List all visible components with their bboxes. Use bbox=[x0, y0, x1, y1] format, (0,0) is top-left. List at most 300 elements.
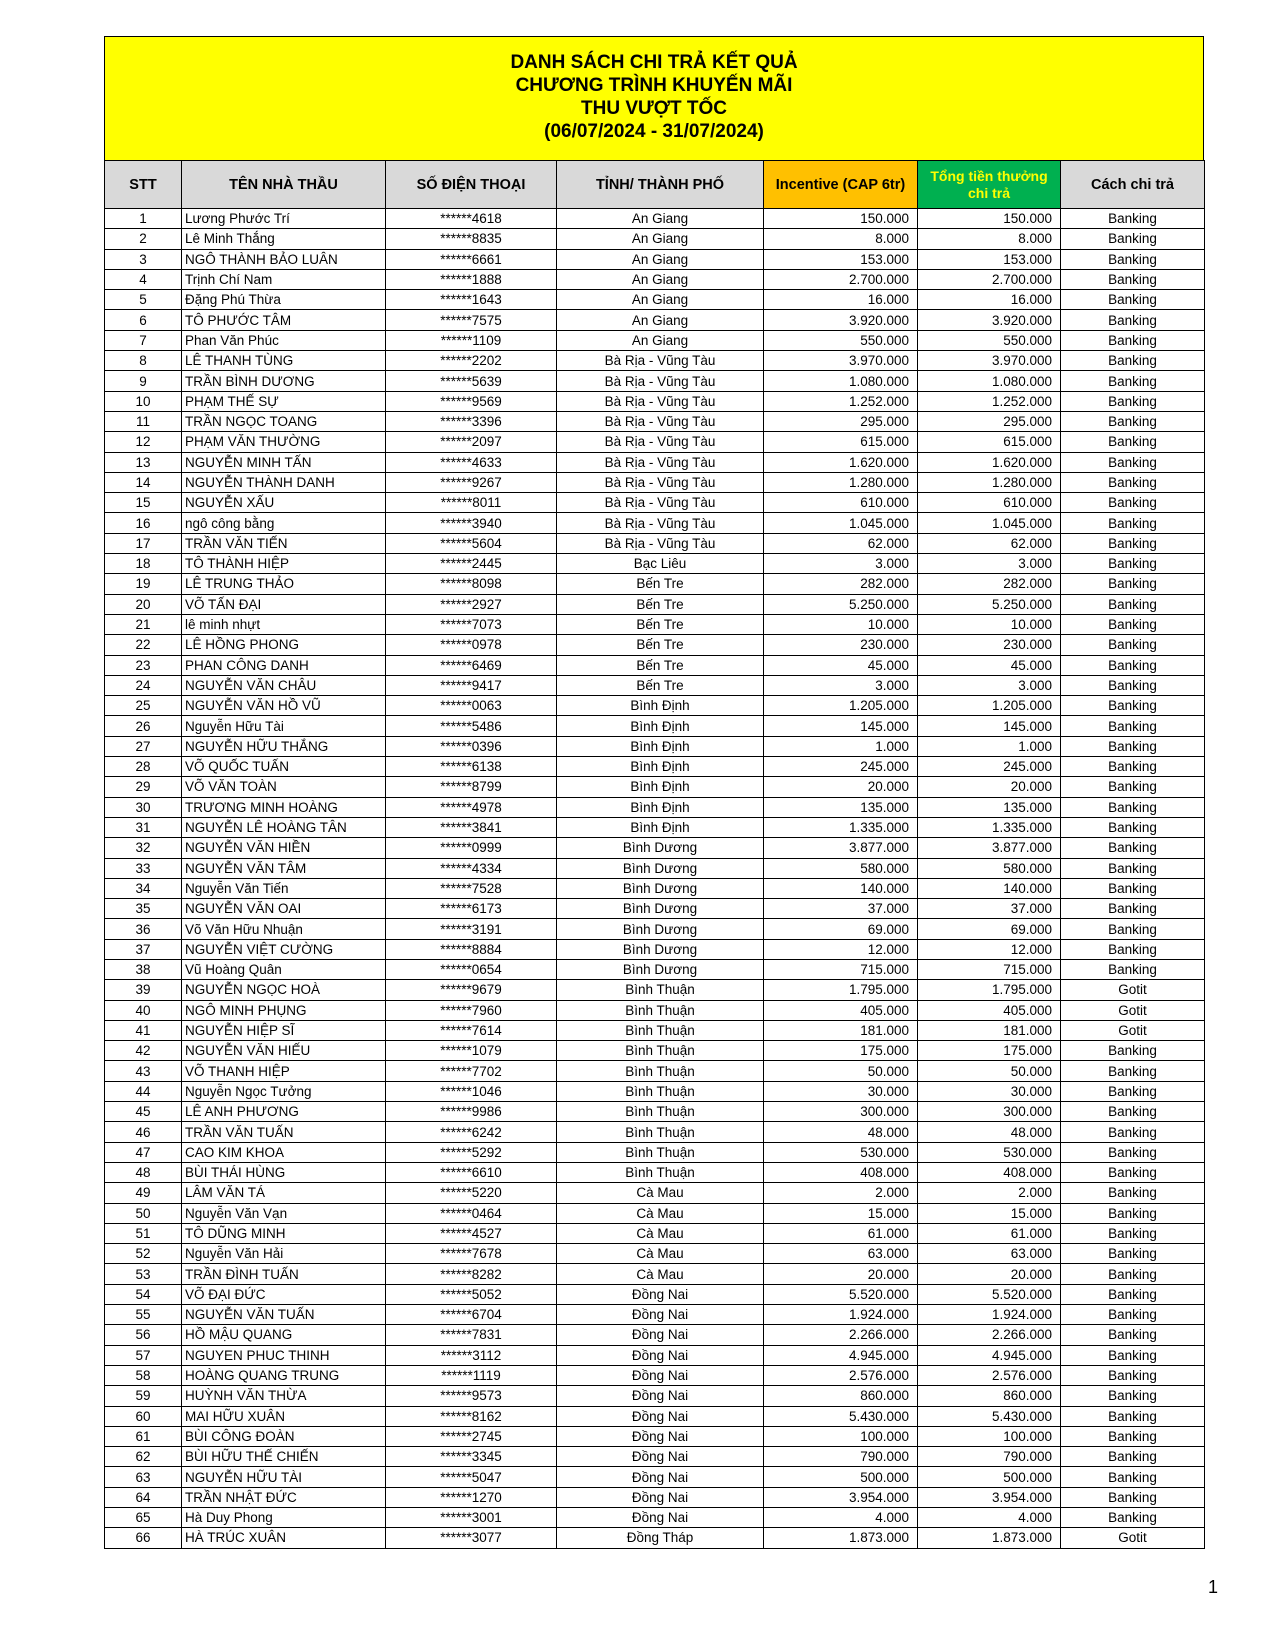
cell-total-reward: 16.000 bbox=[918, 290, 1061, 310]
cell-stt: 36 bbox=[105, 919, 182, 939]
cell-province: Bình Định bbox=[557, 736, 764, 756]
cell-contractor-name: HUỲNH VĂN THỪA bbox=[182, 1386, 386, 1406]
cell-contractor-name: NGUYEN PHUC THINH bbox=[182, 1345, 386, 1365]
cell-phone: ******0464 bbox=[386, 1203, 557, 1223]
title-line-2: CHƯƠNG TRÌNH KHUYẾN MÃI bbox=[515, 75, 793, 96]
cell-province: Bình Thuận bbox=[557, 1102, 764, 1122]
cell-payment-method: Banking bbox=[1061, 716, 1205, 736]
cell-contractor-name: BÙI CÔNG ĐOÀN bbox=[182, 1426, 386, 1446]
cell-contractor-name: Nguyễn Ngọc Tưởng bbox=[182, 1081, 386, 1101]
cell-total-reward: 3.000 bbox=[918, 675, 1061, 695]
cell-payment-method: Banking bbox=[1061, 391, 1205, 411]
cell-incentive: 530.000 bbox=[764, 1142, 918, 1162]
cell-contractor-name: NGUYỄN XẤU bbox=[182, 493, 386, 513]
table-row bbox=[105, 310, 1205, 330]
cell-total-reward: 15.000 bbox=[918, 1203, 1061, 1223]
cell-contractor-name: NGÔ THÀNH BẢO LUÂN bbox=[182, 249, 386, 269]
cell-stt: 18 bbox=[105, 554, 182, 574]
cell-contractor-name: Trịnh Chí Nam bbox=[182, 269, 386, 289]
table-row bbox=[105, 878, 1205, 898]
cell-total-reward: 3.920.000 bbox=[918, 310, 1061, 330]
cell-total-reward: 3.954.000 bbox=[918, 1487, 1061, 1507]
cell-stt: 61 bbox=[105, 1426, 182, 1446]
cell-contractor-name: lê minh nhựt bbox=[182, 614, 386, 634]
table-row bbox=[105, 1081, 1205, 1101]
cell-payment-method: Banking bbox=[1061, 1345, 1205, 1365]
cell-phone: ******5604 bbox=[386, 533, 557, 553]
table-row bbox=[105, 1122, 1205, 1142]
cell-stt: 27 bbox=[105, 736, 182, 756]
cell-contractor-name: NGUYỄN VĂN TÂM bbox=[182, 858, 386, 878]
cell-total-reward: 550.000 bbox=[918, 330, 1061, 350]
cell-province: Bình Dương bbox=[557, 878, 764, 898]
cell-stt: 10 bbox=[105, 391, 182, 411]
cell-incentive: 1.045.000 bbox=[764, 513, 918, 533]
table-row bbox=[105, 432, 1205, 452]
table-row bbox=[105, 290, 1205, 310]
cell-contractor-name: VÕ QUỐC TUẤN bbox=[182, 757, 386, 777]
cell-stt: 49 bbox=[105, 1183, 182, 1203]
table-row bbox=[105, 939, 1205, 959]
table-row bbox=[105, 1528, 1205, 1548]
cell-payment-method: Banking bbox=[1061, 351, 1205, 371]
cell-incentive: 5.520.000 bbox=[764, 1284, 918, 1304]
cell-payment-method: Banking bbox=[1061, 858, 1205, 878]
cell-phone: ******6469 bbox=[386, 655, 557, 675]
table-row bbox=[105, 858, 1205, 878]
cell-contractor-name: MAI HỮU XUÂN bbox=[182, 1406, 386, 1426]
cell-payment-method: Banking bbox=[1061, 1223, 1205, 1243]
cell-province: Đồng Nai bbox=[557, 1386, 764, 1406]
cell-stt: 2 bbox=[105, 229, 182, 249]
cell-incentive: 500.000 bbox=[764, 1467, 918, 1487]
cell-province: Bình Dương bbox=[557, 959, 764, 979]
cell-payment-method: Banking bbox=[1061, 959, 1205, 979]
cell-stt: 16 bbox=[105, 513, 182, 533]
cell-total-reward: 37.000 bbox=[918, 899, 1061, 919]
cell-total-reward: 1.795.000 bbox=[918, 980, 1061, 1000]
cell-phone: ******0999 bbox=[386, 838, 557, 858]
cell-province: Bến Tre bbox=[557, 614, 764, 634]
cell-phone: ******4618 bbox=[386, 209, 557, 229]
cell-stt: 55 bbox=[105, 1305, 182, 1325]
cell-phone: ******1119 bbox=[386, 1365, 557, 1385]
cell-phone: ******4978 bbox=[386, 797, 557, 817]
cell-incentive: 175.000 bbox=[764, 1041, 918, 1061]
cell-payment-method: Banking bbox=[1061, 1142, 1205, 1162]
payout-sheet bbox=[104, 36, 1204, 1549]
cell-contractor-name: NGUYỄN HIỆP SĨ bbox=[182, 1020, 386, 1040]
cell-total-reward: 230.000 bbox=[918, 635, 1061, 655]
cell-phone: ******5052 bbox=[386, 1284, 557, 1304]
cell-payment-method: Banking bbox=[1061, 817, 1205, 837]
title-line-1: DANH SÁCH CHI TRẢ KẾT QUẢ bbox=[510, 52, 798, 73]
cell-incentive: 1.924.000 bbox=[764, 1305, 918, 1325]
table-row bbox=[105, 554, 1205, 574]
cell-total-reward: 135.000 bbox=[918, 797, 1061, 817]
cell-total-reward: 615.000 bbox=[918, 432, 1061, 452]
cell-phone: ******3345 bbox=[386, 1447, 557, 1467]
cell-incentive: 3.970.000 bbox=[764, 351, 918, 371]
cell-province: Đồng Nai bbox=[557, 1426, 764, 1446]
cell-phone: ******2445 bbox=[386, 554, 557, 574]
cell-total-reward: 4.000 bbox=[918, 1508, 1061, 1528]
cell-total-reward: 1.873.000 bbox=[918, 1528, 1061, 1548]
table-row bbox=[105, 675, 1205, 695]
cell-phone: ******5486 bbox=[386, 716, 557, 736]
cell-province: Bình Định bbox=[557, 817, 764, 837]
cell-phone: ******7575 bbox=[386, 310, 557, 330]
cell-payment-method: Banking bbox=[1061, 452, 1205, 472]
header-incentive: Incentive (CAP 6tr) bbox=[764, 161, 918, 209]
table-row bbox=[105, 1162, 1205, 1182]
cell-incentive: 3.954.000 bbox=[764, 1487, 918, 1507]
cell-total-reward: 500.000 bbox=[918, 1467, 1061, 1487]
cell-incentive: 30.000 bbox=[764, 1081, 918, 1101]
table-row bbox=[105, 736, 1205, 756]
cell-province: Bình Thuận bbox=[557, 1122, 764, 1142]
cell-stt: 42 bbox=[105, 1041, 182, 1061]
cell-contractor-name: Nguyễn Hữu Tài bbox=[182, 716, 386, 736]
cell-stt: 7 bbox=[105, 330, 182, 350]
cell-incentive: 295.000 bbox=[764, 411, 918, 431]
table-row bbox=[105, 1041, 1205, 1061]
cell-phone: ******8282 bbox=[386, 1264, 557, 1284]
cell-contractor-name: TRẦN ĐÌNH TUẤN bbox=[182, 1264, 386, 1284]
cell-stt: 39 bbox=[105, 980, 182, 1000]
cell-stt: 46 bbox=[105, 1122, 182, 1142]
cell-payment-method: Banking bbox=[1061, 1467, 1205, 1487]
cell-stt: 1 bbox=[105, 209, 182, 229]
cell-incentive: 2.700.000 bbox=[764, 269, 918, 289]
cell-incentive: 62.000 bbox=[764, 533, 918, 553]
cell-payment-method: Banking bbox=[1061, 371, 1205, 391]
cell-incentive: 37.000 bbox=[764, 899, 918, 919]
cell-stt: 59 bbox=[105, 1386, 182, 1406]
cell-incentive: 145.000 bbox=[764, 716, 918, 736]
cell-payment-method: Banking bbox=[1061, 635, 1205, 655]
cell-contractor-name: Lương Phước Trí bbox=[182, 209, 386, 229]
cell-total-reward: 1.205.000 bbox=[918, 696, 1061, 716]
cell-total-reward: 5.250.000 bbox=[918, 594, 1061, 614]
cell-phone: ******6173 bbox=[386, 899, 557, 919]
cell-incentive: 860.000 bbox=[764, 1386, 918, 1406]
cell-province: Đồng Nai bbox=[557, 1508, 764, 1528]
cell-province: Bình Thuận bbox=[557, 1000, 764, 1020]
cell-contractor-name: NGUYỄN VĂN HIẾU bbox=[182, 1041, 386, 1061]
cell-stt: 60 bbox=[105, 1406, 182, 1426]
cell-total-reward: 408.000 bbox=[918, 1162, 1061, 1182]
cell-province: Bình Dương bbox=[557, 899, 764, 919]
table-row bbox=[105, 1102, 1205, 1122]
cell-phone: ******9417 bbox=[386, 675, 557, 695]
cell-contractor-name: BÙI THÁI HÙNG bbox=[182, 1162, 386, 1182]
cell-incentive: 230.000 bbox=[764, 635, 918, 655]
cell-contractor-name: VÕ VĂN TOÀN bbox=[182, 777, 386, 797]
cell-incentive: 20.000 bbox=[764, 777, 918, 797]
cell-phone: ******5220 bbox=[386, 1183, 557, 1203]
table-row bbox=[105, 452, 1205, 472]
cell-phone: ******8011 bbox=[386, 493, 557, 513]
cell-stt: 9 bbox=[105, 371, 182, 391]
cell-payment-method: Banking bbox=[1061, 675, 1205, 695]
table-body bbox=[105, 209, 1205, 1549]
cell-payment-method: Banking bbox=[1061, 1122, 1205, 1142]
cell-stt: 3 bbox=[105, 249, 182, 269]
cell-incentive: 140.000 bbox=[764, 878, 918, 898]
cell-stt: 28 bbox=[105, 757, 182, 777]
cell-total-reward: 295.000 bbox=[918, 411, 1061, 431]
cell-province: Bà Rịa - Vũng Tàu bbox=[557, 493, 764, 513]
cell-total-reward: 1.080.000 bbox=[918, 371, 1061, 391]
cell-province: An Giang bbox=[557, 229, 764, 249]
cell-payment-method: Banking bbox=[1061, 513, 1205, 533]
cell-province: Bến Tre bbox=[557, 574, 764, 594]
cell-province: Đồng Tháp bbox=[557, 1528, 764, 1548]
cell-payment-method: Banking bbox=[1061, 411, 1205, 431]
cell-stt: 20 bbox=[105, 594, 182, 614]
cell-payment-method: Banking bbox=[1061, 229, 1205, 249]
cell-contractor-name: NGUYỄN VĂN HIỀN bbox=[182, 838, 386, 858]
cell-payment-method: Banking bbox=[1061, 919, 1205, 939]
cell-payment-method: Banking bbox=[1061, 757, 1205, 777]
cell-stt: 54 bbox=[105, 1284, 182, 1304]
cell-total-reward: 20.000 bbox=[918, 777, 1061, 797]
cell-contractor-name: HỒ MẬU QUANG bbox=[182, 1325, 386, 1345]
cell-stt: 45 bbox=[105, 1102, 182, 1122]
cell-stt: 13 bbox=[105, 452, 182, 472]
table-row bbox=[105, 574, 1205, 594]
cell-incentive: 1.280.000 bbox=[764, 472, 918, 492]
cell-payment-method: Banking bbox=[1061, 797, 1205, 817]
cell-incentive: 153.000 bbox=[764, 249, 918, 269]
cell-payment-method: Banking bbox=[1061, 432, 1205, 452]
cell-phone: ******3841 bbox=[386, 817, 557, 837]
cell-contractor-name: TÔ THÀNH HIỆP bbox=[182, 554, 386, 574]
cell-incentive: 1.620.000 bbox=[764, 452, 918, 472]
cell-payment-method: Banking bbox=[1061, 493, 1205, 513]
table-row bbox=[105, 1365, 1205, 1385]
cell-contractor-name: TRẦN VĂN TUẤN bbox=[182, 1122, 386, 1142]
cell-phone: ******4527 bbox=[386, 1223, 557, 1243]
cell-total-reward: 5.430.000 bbox=[918, 1406, 1061, 1426]
cell-total-reward: 1.335.000 bbox=[918, 817, 1061, 837]
cell-phone: ******2097 bbox=[386, 432, 557, 452]
cell-payment-method: Gotit bbox=[1061, 1000, 1205, 1020]
cell-contractor-name: TRẦN BÌNH DƯƠNG bbox=[182, 371, 386, 391]
cell-incentive: 3.877.000 bbox=[764, 838, 918, 858]
cell-province: Đồng Nai bbox=[557, 1467, 764, 1487]
cell-contractor-name: TRƯƠNG MINH HOÀNG bbox=[182, 797, 386, 817]
cell-phone: ******5639 bbox=[386, 371, 557, 391]
cell-contractor-name: NGUYỄN VĂN CHÂU bbox=[182, 675, 386, 695]
cell-stt: 21 bbox=[105, 614, 182, 634]
cell-total-reward: 610.000 bbox=[918, 493, 1061, 513]
cell-contractor-name: LÊ HỒNG PHONG bbox=[182, 635, 386, 655]
cell-payment-method: Gotit bbox=[1061, 1020, 1205, 1040]
table-row bbox=[105, 493, 1205, 513]
cell-incentive: 615.000 bbox=[764, 432, 918, 452]
cell-phone: ******9679 bbox=[386, 980, 557, 1000]
cell-total-reward: 8.000 bbox=[918, 229, 1061, 249]
cell-contractor-name: LÊ ANH PHƯƠNG bbox=[182, 1102, 386, 1122]
cell-incentive: 550.000 bbox=[764, 330, 918, 350]
cell-phone: ******1270 bbox=[386, 1487, 557, 1507]
table-row bbox=[105, 209, 1205, 229]
cell-contractor-name: HÀ TRÚC XUÂN bbox=[182, 1528, 386, 1548]
cell-payment-method: Banking bbox=[1061, 1081, 1205, 1101]
cell-phone: ******2745 bbox=[386, 1426, 557, 1446]
cell-payment-method: Banking bbox=[1061, 777, 1205, 797]
cell-payment-method: Banking bbox=[1061, 554, 1205, 574]
cell-contractor-name: CAO KIM KHOA bbox=[182, 1142, 386, 1162]
cell-phone: ******6242 bbox=[386, 1122, 557, 1142]
cell-province: Bến Tre bbox=[557, 655, 764, 675]
cell-total-reward: 150.000 bbox=[918, 209, 1061, 229]
cell-province: Đồng Nai bbox=[557, 1365, 764, 1385]
cell-stt: 31 bbox=[105, 817, 182, 837]
cell-province: An Giang bbox=[557, 269, 764, 289]
table-row bbox=[105, 533, 1205, 553]
cell-province: Bà Rịa - Vũng Tàu bbox=[557, 411, 764, 431]
cell-incentive: 8.000 bbox=[764, 229, 918, 249]
table-row bbox=[105, 716, 1205, 736]
table-row bbox=[105, 777, 1205, 797]
cell-incentive: 715.000 bbox=[764, 959, 918, 979]
cell-payment-method: Banking bbox=[1061, 1162, 1205, 1182]
cell-payment-method: Banking bbox=[1061, 1325, 1205, 1345]
cell-province: Bình Thuận bbox=[557, 1162, 764, 1182]
cell-province: Đồng Nai bbox=[557, 1406, 764, 1426]
cell-stt: 29 bbox=[105, 777, 182, 797]
cell-contractor-name: NGUYỄN LÊ HOÀNG TÂN bbox=[182, 817, 386, 837]
cell-payment-method: Banking bbox=[1061, 1406, 1205, 1426]
cell-stt: 35 bbox=[105, 899, 182, 919]
cell-stt: 17 bbox=[105, 533, 182, 553]
cell-total-reward: 245.000 bbox=[918, 757, 1061, 777]
cell-contractor-name: NGUYỄN VIỆT CƯỜNG bbox=[182, 939, 386, 959]
cell-province: Bà Rịa - Vũng Tàu bbox=[557, 351, 764, 371]
cell-incentive: 181.000 bbox=[764, 1020, 918, 1040]
cell-stt: 48 bbox=[105, 1162, 182, 1182]
cell-payment-method: Banking bbox=[1061, 1183, 1205, 1203]
cell-payment-method: Banking bbox=[1061, 655, 1205, 675]
cell-total-reward: 1.620.000 bbox=[918, 452, 1061, 472]
cell-contractor-name: PHAN CÔNG DANH bbox=[182, 655, 386, 675]
cell-total-reward: 5.520.000 bbox=[918, 1284, 1061, 1304]
cell-province: Bình Định bbox=[557, 757, 764, 777]
cell-incentive: 408.000 bbox=[764, 1162, 918, 1182]
cell-phone: ******9573 bbox=[386, 1386, 557, 1406]
cell-contractor-name: Hà Duy Phong bbox=[182, 1508, 386, 1528]
cell-payment-method: Banking bbox=[1061, 736, 1205, 756]
cell-incentive: 282.000 bbox=[764, 574, 918, 594]
cell-stt: 37 bbox=[105, 939, 182, 959]
table-row bbox=[105, 472, 1205, 492]
cell-contractor-name: VÕ TẤN ĐẠI bbox=[182, 594, 386, 614]
cell-payment-method: Banking bbox=[1061, 1305, 1205, 1325]
cell-phone: ******3396 bbox=[386, 411, 557, 431]
cell-phone: ******6610 bbox=[386, 1162, 557, 1182]
table-row bbox=[105, 1284, 1205, 1304]
cell-payment-method: Gotit bbox=[1061, 980, 1205, 1000]
cell-total-reward: 2.700.000 bbox=[918, 269, 1061, 289]
cell-incentive: 16.000 bbox=[764, 290, 918, 310]
table-row bbox=[105, 919, 1205, 939]
cell-total-reward: 48.000 bbox=[918, 1122, 1061, 1142]
cell-contractor-name: HOÀNG QUANG TRUNG bbox=[182, 1365, 386, 1385]
cell-incentive: 48.000 bbox=[764, 1122, 918, 1142]
table-row bbox=[105, 513, 1205, 533]
cell-province: Bình Thuận bbox=[557, 1020, 764, 1040]
cell-incentive: 2.000 bbox=[764, 1183, 918, 1203]
cell-phone: ******4334 bbox=[386, 858, 557, 878]
table-row bbox=[105, 635, 1205, 655]
header-contractor-name: TÊN NHÀ THẦU bbox=[182, 161, 386, 209]
cell-phone: ******8162 bbox=[386, 1406, 557, 1426]
cell-payment-method: Banking bbox=[1061, 1508, 1205, 1528]
cell-stt: 57 bbox=[105, 1345, 182, 1365]
cell-contractor-name: TRẦN NHẬT ĐỨC bbox=[182, 1487, 386, 1507]
cell-incentive: 2.576.000 bbox=[764, 1365, 918, 1385]
cell-province: An Giang bbox=[557, 330, 764, 350]
cell-contractor-name: LÊ THANH TÙNG bbox=[182, 351, 386, 371]
cell-incentive: 150.000 bbox=[764, 209, 918, 229]
table-row bbox=[105, 959, 1205, 979]
cell-stt: 26 bbox=[105, 716, 182, 736]
cell-province: Cà Mau bbox=[557, 1264, 764, 1284]
cell-province: Đồng Nai bbox=[557, 1345, 764, 1365]
cell-payment-method: Banking bbox=[1061, 838, 1205, 858]
cell-province: An Giang bbox=[557, 290, 764, 310]
title-line-3: THU VƯỢT TỐC bbox=[581, 98, 727, 119]
table-row bbox=[105, 594, 1205, 614]
cell-phone: ******9986 bbox=[386, 1102, 557, 1122]
cell-phone: ******2202 bbox=[386, 351, 557, 371]
cell-province: Đồng Nai bbox=[557, 1305, 764, 1325]
cell-total-reward: 1.045.000 bbox=[918, 513, 1061, 533]
cell-province: Bà Rịa - Vũng Tàu bbox=[557, 472, 764, 492]
cell-payment-method: Banking bbox=[1061, 1386, 1205, 1406]
table-row bbox=[105, 1000, 1205, 1020]
table-row bbox=[105, 330, 1205, 350]
cell-stt: 41 bbox=[105, 1020, 182, 1040]
table-row bbox=[105, 1223, 1205, 1243]
cell-incentive: 12.000 bbox=[764, 939, 918, 959]
cell-total-reward: 2.576.000 bbox=[918, 1365, 1061, 1385]
cell-incentive: 15.000 bbox=[764, 1203, 918, 1223]
cell-payment-method: Banking bbox=[1061, 594, 1205, 614]
cell-total-reward: 69.000 bbox=[918, 919, 1061, 939]
table-row bbox=[105, 980, 1205, 1000]
cell-phone: ******3077 bbox=[386, 1528, 557, 1548]
cell-contractor-name: NGÔ MINH PHỤNG bbox=[182, 1000, 386, 1020]
cell-stt: 52 bbox=[105, 1244, 182, 1264]
table-row bbox=[105, 371, 1205, 391]
cell-total-reward: 3.970.000 bbox=[918, 351, 1061, 371]
cell-province: Cà Mau bbox=[557, 1223, 764, 1243]
cell-payment-method: Banking bbox=[1061, 1041, 1205, 1061]
cell-phone: ******0654 bbox=[386, 959, 557, 979]
table-row bbox=[105, 249, 1205, 269]
cell-total-reward: 1.280.000 bbox=[918, 472, 1061, 492]
cell-province: Bà Rịa - Vũng Tàu bbox=[557, 432, 764, 452]
cell-phone: ******3191 bbox=[386, 919, 557, 939]
cell-province: Bến Tre bbox=[557, 594, 764, 614]
cell-phone: ******7702 bbox=[386, 1061, 557, 1081]
cell-payment-method: Banking bbox=[1061, 310, 1205, 330]
cell-payment-method: Banking bbox=[1061, 1102, 1205, 1122]
